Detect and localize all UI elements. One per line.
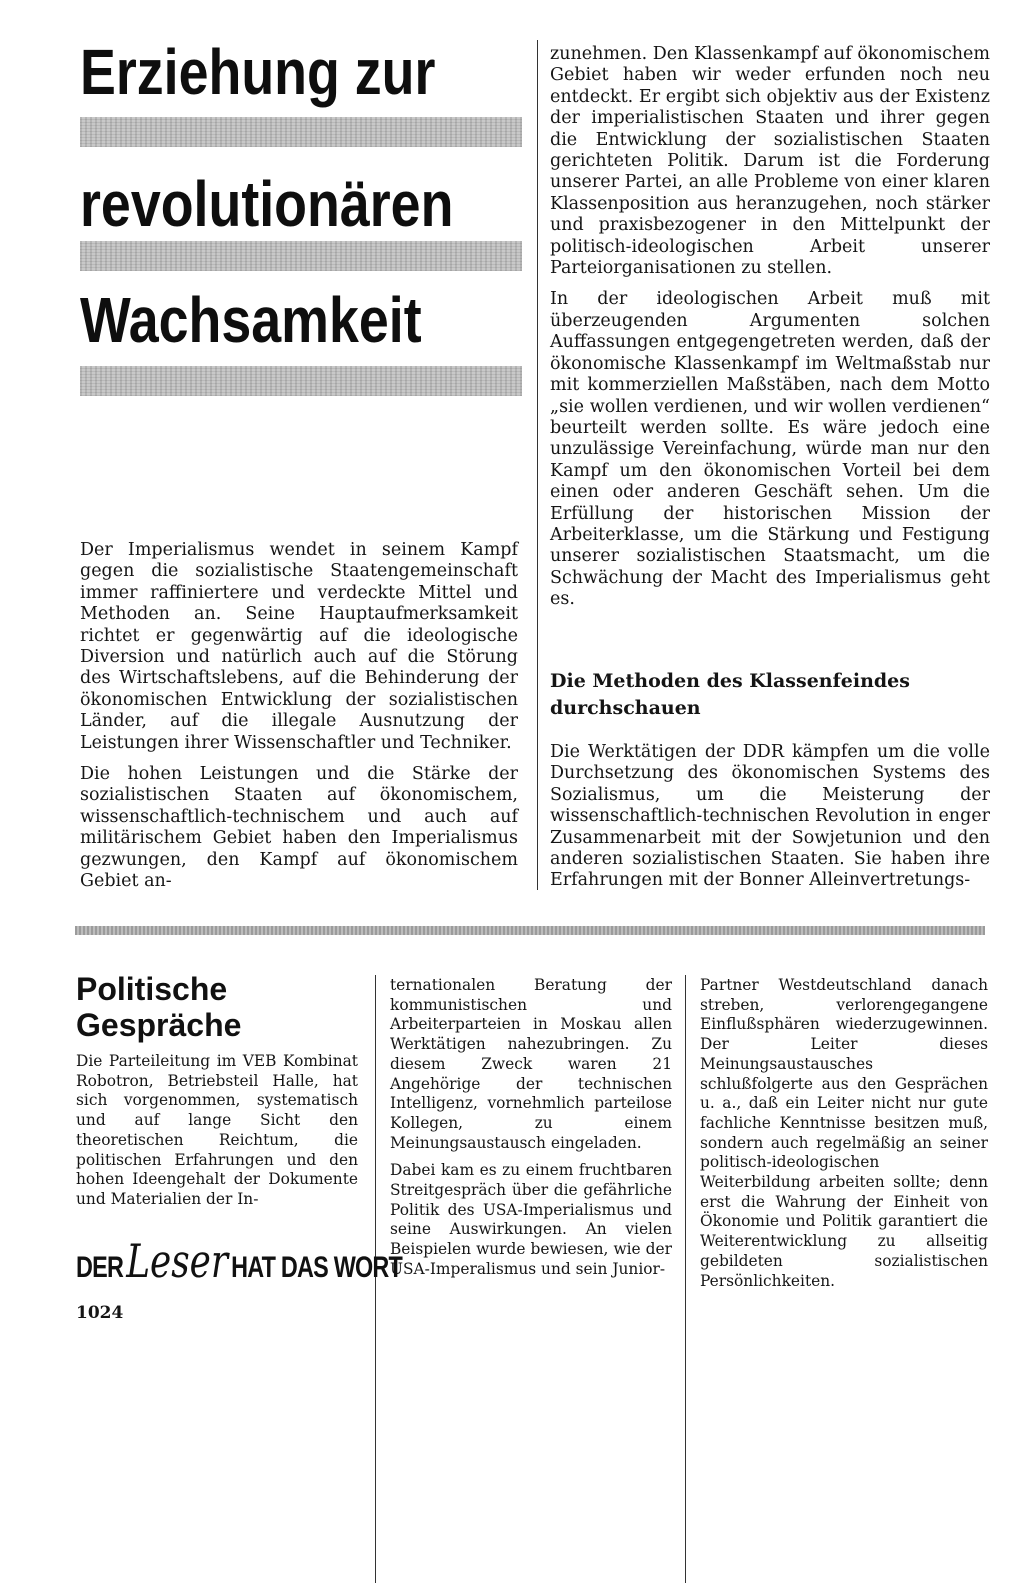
headline-band-2 — [80, 241, 522, 271]
headline-band-3 — [80, 366, 522, 396]
article-paragraph: In der ideologischen Arbeit muß mit überzeugenden Argumenten solchen Auffassungen entgegengetreten werden, daß der ökonomische Klassenkampf im Weltmaßstab nur mit kommerziellen Maßstäben, nach dem Motto „sie wollen verdienen, und wir wollen verdienen“ beurteilt werden sollte. Es wäre jedoch eine unzulässige Vereinfachung, würde man nur den Kampf um den ökonomischen Vorteil bei dem einen oder anderen Geschäft sehen. Um die Erfüllung der historischen Mission der Arbeiterklasse, um die Stärkung und Festigung unserer sozialistischen Staatsmacht, um die Schwächung der Macht des Imperialismus geht es. — [550, 289, 990, 610]
rubric — [76, 1234, 402, 1288]
rubric-leser: Leser — [126, 1234, 229, 1288]
headline-line-3: Wachsamkeit — [80, 284, 422, 356]
lower-column-1 — [76, 1052, 358, 1218]
article-paragraph: ternationalen Beratung der kommunistischen und Arbeiterparteien in Moskau allen Werktätigen nahezubringen. Zu diesem Zweck waren 21 Angehörige der technischen Intelligenz, vornehmlich parteilose Kollegen, zu einem Meinungsaustausch eingeladen. — [390, 976, 672, 1152]
page-number: 1024 — [76, 1303, 124, 1323]
section-title-line-2: Gespräche — [76, 1007, 242, 1043]
article-paragraph: Die Parteileitung im VEB Kombinat Robotron, Betriebsteil Halle, hat sich vorgenommen, systematisch und auf lange Sicht den theoretischen Reichtum, die politischen Erfahrungen und den hohen Ideengehalt der Dokumente und Materialien der In- — [76, 1052, 358, 1208]
article-column-1 — [80, 540, 518, 903]
headline-line-1: Erziehung zur — [80, 36, 436, 108]
lower-column-3 — [700, 976, 988, 1299]
article-paragraph: Die Werktätigen der DDR kämpfen um die volle Durchsetzung des ökonomischen Systems des Sozialismus, um die Meisterung der wissenschaftlich-technischen Revolution in enger Zusammenarbeit mit der Sowjetunion und den anderen sozialistischen Staaten. Sie haben ihre Erfahrungen mit der Bonner Alleinvertretungs- — [550, 742, 990, 891]
section-divider — [75, 926, 985, 935]
article-column-2 — [550, 44, 990, 621]
section-title-line-1: Politische — [76, 971, 228, 1007]
article-paragraph: Dabei kam es zu einem fruchtbaren Streitgespräch über die gefährliche Politik des USA-Imperialismus und seine Auswirkungen. An vielen Beispielen wurde bewiesen, wie der USA-Imperalismus und sein Junior- — [390, 1161, 672, 1278]
article-paragraph: Partner Westdeutschland danach streben, verlorengegangene Einflußsphären wiederzugewinnen. Der Leiter dieses Meinungsaustausches schlußfolgerte aus den Gesprächen u. a., daß ein Leiter nicht nur gute fachliche Kenntnisse besitzen muß, sondern auch regelmäßig an seiner politisch-ideologischen Weiterbildung arbeiten sollte; denn erst die Wahrung der Einheit von Ökonomie und Politik garantiert die Weiterentwicklung zu allseitig gebildeten sozialistischen Persönlichkeiten. — [700, 976, 988, 1290]
column-rule-lower-2 — [685, 975, 686, 1583]
headline-band-1 — [80, 117, 522, 147]
rubric-der: DER — [76, 1251, 124, 1284]
rubric-hat-das-wort: HAT DAS WORT — [231, 1251, 403, 1284]
article-paragraph: zunehmen. Den Klassenkampf auf ökonomischem Gebiet haben wir weder erfunden noch neu entdeckt. Er ergibt sich objektiv aus der Existenz der imperialistischen Staaten und ihrer gegen die Entwicklung der sozialistischen Staaten gerichteten Politik. Darum ist die Forderung unserer Partei, an alle Probleme von einer klaren Klassenposition aus heranzugehen, noch stärker und praxisbezogener in den Mittelpunkt der politisch-ideologischen Arbeit unserer Parteiorganisationen zu stellen. — [550, 44, 990, 279]
article-column-2b — [550, 742, 990, 902]
article-subheading: Die Methoden des Klassenfeindes durchschauen — [550, 670, 910, 719]
headline-line-2: revolutionären — [80, 168, 454, 240]
column-rule-upper — [537, 40, 538, 890]
article-paragraph: Der Imperialismus wendet in seinem Kampf gegen die sozialistische Staatengemeinschaft immer raffiniertere und verdeckte Mittel und Methoden an. Seine Hauptaufmerksamkeit richtet er gegenwärtig auf die ideologische Diversion und natürlich auch auf die Störung des Wirtschaftslebens, auf die Behinderung der ökonomischen Entwicklung der sozialistischen Länder, auf die illegale Ausnutzung der Leistungen ihrer Wissenschaftler und Techniker. — [80, 540, 518, 753]
lower-column-2 — [390, 976, 672, 1288]
article-paragraph: Die hohen Leistungen und die Stärke der sozialistischen Staaten auf ökonomischem, wissenschaftlich-technischem und auch auf militärischem Gebiet haben den Imperialismus gezwungen, den Kampf auf ökonomischem Gebiet an- — [80, 764, 518, 892]
